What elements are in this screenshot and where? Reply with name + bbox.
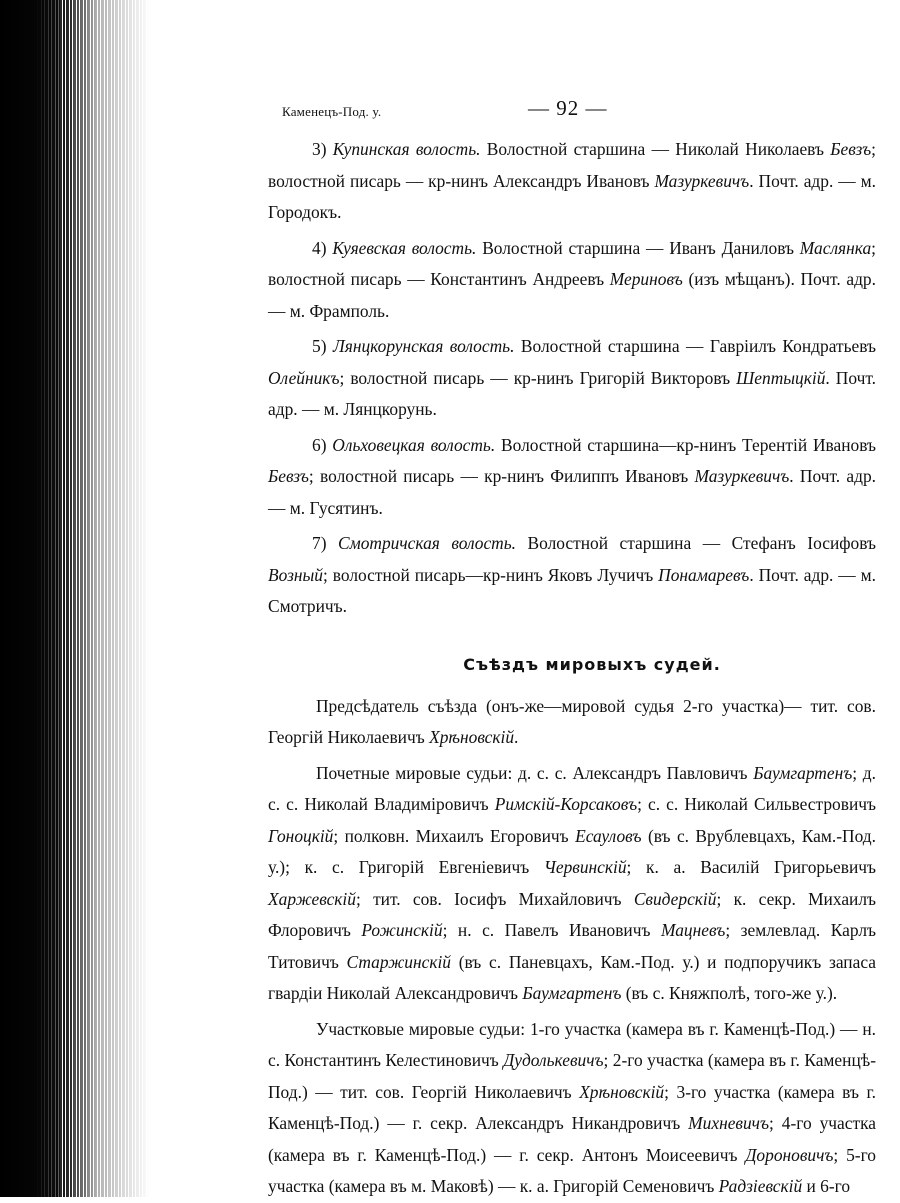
surname: Дороновичъ [745,1144,834,1165]
running-head [268,96,876,124]
surname: Мацневъ [661,920,726,940]
entry-lyantskorunskaya-volost [268,331,876,426]
surname: Римскій-Корсаковъ [494,794,638,814]
paragraph-text: ; 2-го участка (камера въ г. Каменцѣ-Под.) — тит. сов. Георгій Николаевичъ [268,1050,876,1102]
entry-text: ; волостной писарь — кр-нинъ Александръ Ивановъ [268,139,876,191]
volost-name: Лянцкорунская волость. [332,336,515,356]
book-binding-shadow [0,0,60,1197]
entry-smotrichskaya-volost [268,528,876,623]
surname: Понамаревъ [658,564,750,585]
entry-text: Волостной старшина—кр-нинъ Терентій Ивановъ [495,434,876,455]
surname: Баумгартенъ [753,762,853,783]
paragraph-text: ; н. с. Павелъ Ивановичъ [442,920,661,940]
paragraph-text: ; к. секр. Михаилъ Флоровичъ [268,888,877,940]
volost-name: Смотричская волость. [338,533,516,553]
surname: Баумгартенъ [522,983,622,1003]
paragraph-text: ; землевлад. Карлъ Титовичъ [268,920,876,972]
surname: Мериновъ [609,269,683,289]
entry-text: Волостной старшина — Стефанъ Іосифовъ [515,533,876,553]
paragraph-text: Предсѣдатель съѣзда (онъ-же—мировой судья 2-го участка)— тит. сов. Георгій Николаевичъ [268,695,876,747]
entry-number: 5) [312,336,333,356]
surname: Хрѣновскій [579,1081,665,1102]
entry-text: Волостной старшина — Гавріилъ Кондратьевъ [514,336,876,356]
entry-number: 4) [312,237,333,258]
surname: Харжевскій [268,888,356,909]
surname: Михневичъ [688,1113,769,1133]
surname: Есауловъ [575,825,642,846]
paragraph-text: ; с. с. Николай Сильвестровичъ [637,794,876,814]
entry-number: 3) [312,139,333,159]
entry-kuyaevskaya-volost [268,233,876,328]
paragraph-text: (въ с. Паневцахъ, Кам.-Под. у.) и подпоручикъ запаса гвардіи Николай Александровичъ [268,951,876,1003]
volost-name: Ольховецкая волость. [332,434,496,455]
entry-text: . Почт. адр. — м. Гусятинъ. [268,466,876,518]
surname: Червинскій [543,857,627,877]
paragraph-text: Участковые мировые судьи: 1-го участка (камера въ г. Каменцѣ-Под.) — н. с. Константинъ Келестиновичъ [268,1018,876,1070]
entry-text: ; волостной писарь — кр-нинъ Григорій Викторовъ [339,367,737,388]
paragraph-text: ; д. с. с. Николай Владиміровичъ [268,762,876,814]
entry-number: 6) [312,434,333,455]
entry-text: ; волостной писарь — Константинъ Андреевъ [268,237,876,289]
entry-text: ; волостной писарь — кр-нинъ Филиппъ Ивановъ [308,466,695,486]
surname: Хрѣновскій [429,727,515,747]
paragraph-text: ; к. а. Василій Григорьевичъ [626,857,876,877]
paragraph-text: ; 3-го участка (камера въ г. Каменцѣ-Под.) — г. секр. Александръ Никандровичъ [268,1081,876,1133]
entry-kupinskaya-volost [268,134,876,229]
paragraph-text: ; полковн. Михаилъ Егоровичъ [333,825,576,846]
entry-text: . Почт. адр. — м. Смотричъ. [268,564,877,616]
honorary-judges-paragraph [268,758,876,1010]
surname: Старжинскій [346,951,452,972]
chairman-paragraph [268,691,876,754]
section-heading: Съѣздъ мировыхъ судей. [463,654,721,674]
surname: Рожинскій [361,920,443,940]
surname: Мазуркевичъ [694,466,790,486]
page-number: — 92 — [528,96,608,120]
paragraph-text: . [514,727,519,747]
paragraph-text: и 6-го [802,1176,851,1196]
surname: Дудолькевичъ [503,1050,604,1070]
surname: Шептыцкій [736,367,826,388]
book-page [268,96,876,1203]
surname: Гоноцкій [268,825,334,846]
surname: Мазуркевичъ [654,170,750,191]
paragraph-text: (въ с. Врублевцахъ, Кам.-Под. у.); к. с. Григорій Евгеніевичъ [268,825,876,877]
surname: Радзіевскій [718,1176,803,1196]
surname: Олейникъ [268,367,340,388]
entry-olkhovetskaya-volost [268,430,876,525]
entry-text: . Почт. адр. — м. Городокъ. [268,170,876,222]
district-judges-paragraph [268,1014,876,1203]
entry-text: Волостной старшина — Иванъ Даниловъ [476,237,800,258]
surname: Возный [268,564,323,585]
paragraph-text: (въ с. Княжполѣ, того-же у.). [621,983,838,1003]
volost-name: Купинская волость. [332,139,481,159]
entry-text: Волостной старшина — Николай Николаевъ [480,139,831,159]
surname: Бевзъ [830,139,872,159]
running-head-district: Каменецъ-Под. у. [282,104,382,119]
surname: Маслянка [799,237,872,258]
surname: Свидерскій [633,888,717,909]
paragraph-text: Почетные мировые судьи: д. с. с. Александръ Павловичъ [316,762,754,783]
paragraph-text: ; тит. сов. Іосифъ Михайловичъ [355,888,634,909]
entry-text: . Почт. адр. — м. Лянцкорунь. [268,367,876,419]
paragraph-text: ; 4-го участка (камера въ г. Каменцѣ-Под.) — г. секр. Антонъ Моисеевичъ [268,1113,876,1165]
surname: Бевзъ [268,466,309,486]
volost-name: Куяевская волость. [332,237,477,258]
entry-number: 7) [312,533,339,553]
entry-text: (изъ мѣщанъ). Почт. адр. — м. Фрамполь. [268,269,876,321]
entry-text: ; волостной писарь—кр-нинъ Яковъ Лучичъ [322,564,659,585]
paragraph-text: ; 5-го участка (камера въ м. Маковѣ) — к. а. Григорій Семеновичъ [268,1144,876,1196]
